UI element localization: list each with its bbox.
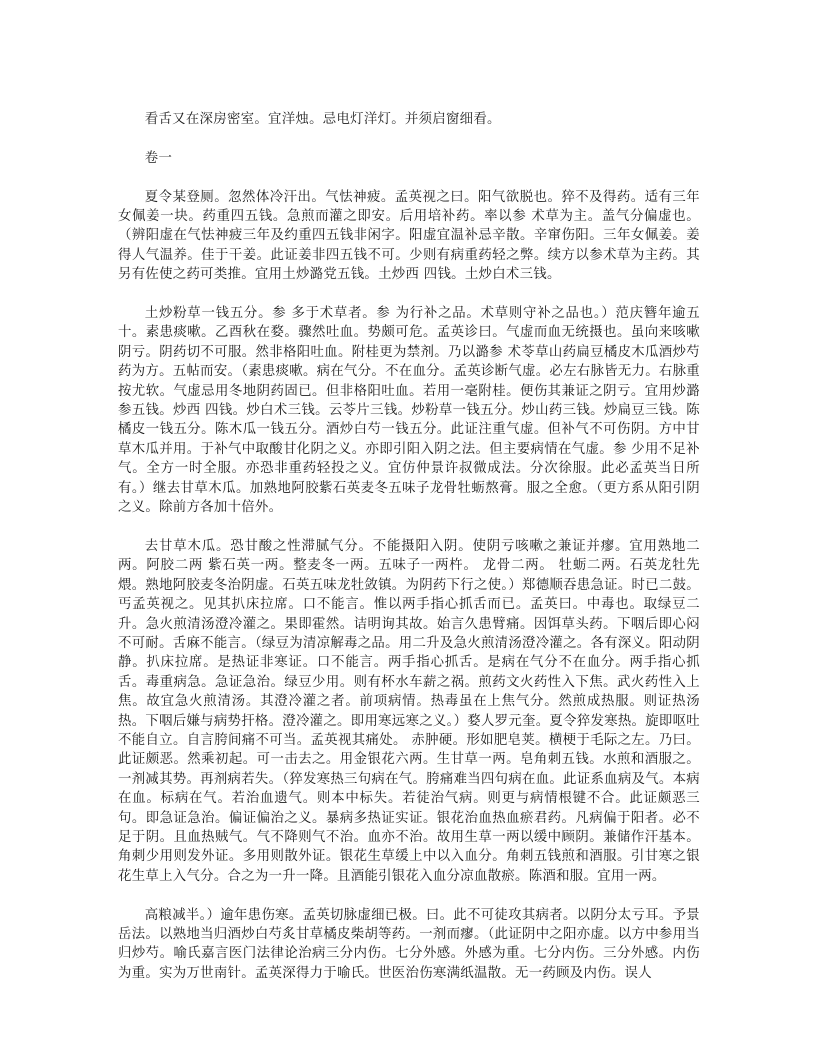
spacer [118,285,700,304]
paragraph-2: 土炒粉草一钱五分。参 多于术草者。参 为行补之品。术草则守补之品也。）范庆簪年逾五十。素患痰嗽。乙酉秋在婺。骤然吐血。势颇可危。孟英诊曰。气虚而血无统摄也。虽向来咳嗽阴亏。阴药切不可服。然非格阳吐血。附桂更为禁剂。乃以潞参 术苓草山药扁豆橘皮木瓜酒炒芍药为方。五帖而安。（素患痰嗽。病在气分。不在血分。孟英诊断气虚。必左右脉皆无力。右脉重按尤软。气虚忌用冬地阴药固已。但非格阳吐血。若用一毫附桂。便伤其兼证之阴亏。宜用炒潞参五钱。炒西 四钱。炒白术三钱。云苓片三钱。炒粉草一钱五分。炒山药三钱。炒扁豆三钱。陈橘皮一钱五分。陈木瓜一钱五分。酒炒白芍一钱五分。此证注重气虚。但补气不可伤阴。方中甘草木瓜并用。于补气中取酸甘化阴之义。亦即引阳入阴之法。但主要病情在气虚。参 少用不足补气。全方一时全服。亦恐非重药轻投之义。宜仿仲景许叔微成法。分次徐服。此必孟英当日所有。）继去甘草木瓜。加熟地阿胶紫石英麦冬五味子龙骨牡蛎熬膏。服之全愈。（更方系从阳引阴之义。除前方各加十倍外。 [118,306,700,516]
paragraph-1: 夏令某登厕。忽然体冷汗出。气怯神疲。孟英视之曰。阳气欲脱也。猝不及得药。适有三年女佩姜一块。药重四五钱。急煎而灌之即安。后用培补药。率以参 术草为主。盖气分偏虚也。（辨阳虚在气怯神疲三年及约重四五钱非闲字。阳虚宜温补忌辛散。辛窜伤阳。三年女佩姜。姜得人气温养。佳于干姜。此证姜非四五钱不可。少则有病重药轻之弊。续方以参术草为主药。其另有佐使之药可类推。宜用土炒潞党五钱。土炒西 四钱。土炒白术三钱。 [118,189,700,283]
paragraph-4: 高粮减半。）逾年患伤寒。孟英切脉虚细已极。曰。此不可徒攻其病者。以阴分太亏耳。予景岳法。以熟地当归酒炒白芍炙甘草橘皮柴胡等药。一剂而瘳。（此证阴中之阳亦虚。以方中参用当归炒芍。喻氏嘉言医门法律论治病三分内伤。七分外感。外感为重。七分内伤。三分外感。内伤为重。实为万世南针。孟英深得力于喻氏。世医治伤寒满纸温散。无一药顾及内伤。误人 [118,907,700,981]
spacer [118,517,700,536]
spacer [118,129,700,148]
spacer [118,168,700,187]
paragraph-3: 去甘草木瓜。恐甘酸之性滞腻气分。不能摄阳入阴。使阴亏咳嗽之兼证并瘳。宜用熟地二两。阿胶二两 紫石英一两。整麦冬一两。五味子一两杵。 龙骨二两。 牡蛎二两。石英龙牡先煨。熟地阿胶麦冬治阴虚。石英五味龙牡敛镇。为阴药下行之使。）郑德顺吞患急证。时已二鼓。丐孟英视之。见其扒床拉席。口不能言。惟以两手指心抓舌而已。孟英曰。中毒也。取绿豆二升。急火煎清汤澄冷灌之。果即霍然。诘明询其故。始言久患臂痛。因饵草头药。下咽后即心闷不可耐。舌麻不能言。（绿豆为清凉解毒之品。用二升及急火煎清汤澄冷灌之。各有深义。阳动阴静。扒床拉席。是热证非寒证。口不能言。两手指心抓舌。是病在气分不在血分。两手指心抓舌。毒重病急。急证急治。绿豆少用。则有杯水车薪之祸。煎药文火药性入下焦。武火药性入上焦。故宜急火煎清汤。其澄冷灌之者。前项病情。热毒虽在上焦气分。然煎成热服。则证热汤热。下咽后嫌与病势扞格。澄冷灌之。即用寒远寒之义。）婺人罗元奎。夏令猝发寒热。旋即呕吐不能自立。自言胯间痛不可当。孟英视其痛处。 赤肿硬。形如肥皂荚。横梗于毛际之左。乃曰。此证颇恶。然乘初起。可一击去之。用金银花六两。生甘草一两。皂角刺五钱。水煎和酒服之。一剂减其势。再剂病若失。（猝发寒热三句病在气。胯痛难当四句病在血。此证系血病及气。本病在血。标病在气。若治血遗气。则本中标失。若徒治气病。则更与病情根键不合。此证颇恶三句。即急证急治。偏证偏治之义。暴病多热证实证。银花治血热血瘀君药。凡病偏于阳者。必不足于阴。且血热贼气。气不降则气不治。血亦不治。故用生草一两以缓中顾阴。兼储作汗基本。角刺少用则发外证。多用则散外证。银花生草缓上中以入血分。角刺五钱煎和酒服。引甘寒之银花生草上入气分。合之为一升一降。且酒能引银花入血分凉血散瘀。陈酒和服。宜用一两。 [118,538,700,884]
section-heading: 卷一 [144,150,173,166]
intro-note: 看舌又在深房密室。宜洋烛。忌电灯洋灯。并须启窗细看。 [144,112,501,127]
spacer [118,886,700,905]
document-page [118,110,700,983]
